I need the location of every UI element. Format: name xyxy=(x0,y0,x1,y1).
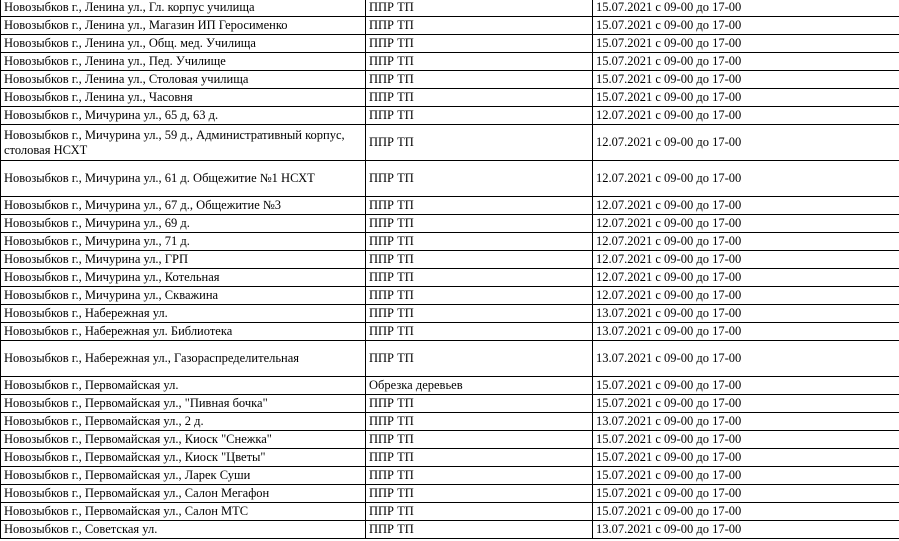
address-cell: Новозыбков г., Мичурина ул., 59 д., Административный корпус, столовая НСХТ xyxy=(1,125,366,161)
work-type-cell: ППР ТП xyxy=(366,287,593,305)
address-cell: Новозыбков г., Набережная ул. xyxy=(1,305,366,323)
table-row xyxy=(1,485,899,503)
work-type-cell: ППР ТП xyxy=(366,503,593,521)
table-row xyxy=(1,269,899,287)
table-row xyxy=(1,125,899,161)
address-cell: Новозыбков г., Ленина ул., Гл. корпус училища xyxy=(1,0,366,17)
date-cell: 12.07.2021 с 09-00 до 17-00 xyxy=(593,287,899,305)
date-cell: 13.07.2021 с 09-00 до 17-00 xyxy=(593,413,899,431)
address-cell: Новозыбков г., Мичурина ул., 65 д, 63 д. xyxy=(1,107,366,125)
work-type-cell: ППР ТП xyxy=(366,89,593,107)
work-type-cell: ППР ТП xyxy=(366,251,593,269)
work-type-cell: ППР ТП xyxy=(366,107,593,125)
work-type-cell: ППР ТП xyxy=(366,395,593,413)
address-cell: Новозыбков г., Мичурина ул., Котельная xyxy=(1,269,366,287)
table-row xyxy=(1,233,899,251)
date-cell: 12.07.2021 с 09-00 до 17-00 xyxy=(593,125,899,161)
date-cell: 12.07.2021 с 09-00 до 17-00 xyxy=(593,269,899,287)
address-cell: Новозыбков г., Мичурина ул., ГРП xyxy=(1,251,366,269)
table-row xyxy=(1,17,899,35)
date-cell: 12.07.2021 с 09-00 до 17-00 xyxy=(593,215,899,233)
table-row xyxy=(1,287,899,305)
table-row xyxy=(1,413,899,431)
date-cell: 12.07.2021 с 09-00 до 17-00 xyxy=(593,107,899,125)
work-type-cell: ППР ТП xyxy=(366,269,593,287)
date-cell: 12.07.2021 с 09-00 до 17-00 xyxy=(593,197,899,215)
work-type-cell: ППР ТП xyxy=(366,215,593,233)
date-cell: 13.07.2021 с 09-00 до 17-00 xyxy=(593,323,899,341)
date-cell: 15.07.2021 с 09-00 до 17-00 xyxy=(593,449,899,467)
work-type-cell: ППР ТП xyxy=(366,233,593,251)
address-cell: Новозыбков г., Мичурина ул., 71 д. xyxy=(1,233,366,251)
work-type-cell: ППР ТП xyxy=(366,341,593,377)
address-cell: Новозыбков г., Первомайская ул., Ларек Суши xyxy=(1,467,366,485)
work-type-cell: ППР ТП xyxy=(366,305,593,323)
address-cell: Новозыбков г., Первомайская ул., Салон Мегафон xyxy=(1,485,366,503)
address-cell: Новозыбков г., Советская ул. xyxy=(1,521,366,539)
table-row xyxy=(1,395,899,413)
address-cell: Новозыбков г., Мичурина ул., 61 д. Общежитие №1 НСХТ xyxy=(1,161,366,197)
address-cell: Новозыбков г., Первомайская ул., 2 д. xyxy=(1,413,366,431)
outage-table-body xyxy=(1,0,899,539)
work-type-cell: ППР ТП xyxy=(366,0,593,17)
table-row xyxy=(1,107,899,125)
work-type-cell: ППР ТП xyxy=(366,449,593,467)
work-type-cell: ППР ТП xyxy=(366,125,593,161)
address-cell: Новозыбков г., Набережная ул. Библиотека xyxy=(1,323,366,341)
table-row xyxy=(1,215,899,233)
table-row xyxy=(1,305,899,323)
address-cell: Новозыбков г., Мичурина ул., 67 д., Общежитие №3 xyxy=(1,197,366,215)
date-cell: 13.07.2021 с 09-00 до 17-00 xyxy=(593,521,899,539)
table-row xyxy=(1,323,899,341)
date-cell: 15.07.2021 с 09-00 до 17-00 xyxy=(593,431,899,449)
address-cell: Новозыбков г., Ленина ул., Часовня xyxy=(1,89,366,107)
table-row xyxy=(1,71,899,89)
work-type-cell: ППР ТП xyxy=(366,71,593,89)
address-cell: Новозыбков г., Набережная ул., Газораспределительная xyxy=(1,341,366,377)
date-cell: 12.07.2021 с 09-00 до 17-00 xyxy=(593,233,899,251)
date-cell: 15.07.2021 с 09-00 до 17-00 xyxy=(593,17,899,35)
work-type-cell: ППР ТП xyxy=(366,197,593,215)
work-type-cell: ППР ТП xyxy=(366,323,593,341)
date-cell: 15.07.2021 с 09-00 до 17-00 xyxy=(593,71,899,89)
date-cell: 12.07.2021 с 09-00 до 17-00 xyxy=(593,251,899,269)
work-type-cell: ППР ТП xyxy=(366,53,593,71)
table-row xyxy=(1,467,899,485)
date-cell: 12.07.2021 с 09-00 до 17-00 xyxy=(593,161,899,197)
table-row xyxy=(1,35,899,53)
date-cell: 15.07.2021 с 09-00 до 17-00 xyxy=(593,377,899,395)
date-cell: 15.07.2021 с 09-00 до 17-00 xyxy=(593,467,899,485)
work-type-cell: ППР ТП xyxy=(366,431,593,449)
address-cell: Новозыбков г., Ленина ул., Магазин ИП Геросименко xyxy=(1,17,366,35)
table-row xyxy=(1,53,899,71)
table-row xyxy=(1,377,899,395)
date-cell: 15.07.2021 с 09-00 до 17-00 xyxy=(593,53,899,71)
table-row xyxy=(1,251,899,269)
date-cell: 15.07.2021 с 09-00 до 17-00 xyxy=(593,395,899,413)
work-type-cell: ППР ТП xyxy=(366,521,593,539)
table-row xyxy=(1,449,899,467)
address-cell: Новозыбков г., Первомайская ул., Киоск "Цветы" xyxy=(1,449,366,467)
table-row xyxy=(1,431,899,449)
table-row xyxy=(1,161,899,197)
address-cell: Новозыбков г., Первомайская ул., Салон МТС xyxy=(1,503,366,521)
date-cell: 15.07.2021 с 09-00 до 17-00 xyxy=(593,503,899,521)
date-cell: 15.07.2021 с 09-00 до 17-00 xyxy=(593,35,899,53)
address-cell: Новозыбков г., Первомайская ул. xyxy=(1,377,366,395)
date-cell: 15.07.2021 с 09-00 до 17-00 xyxy=(593,0,899,17)
date-cell: 15.07.2021 с 09-00 до 17-00 xyxy=(593,485,899,503)
table-row xyxy=(1,341,899,377)
work-type-cell: ППР ТП xyxy=(366,17,593,35)
address-cell: Новозыбков г., Мичурина ул., Скважина xyxy=(1,287,366,305)
work-type-cell: ППР ТП xyxy=(366,485,593,503)
address-cell: Новозыбков г., Первомайская ул., Киоск "Снежка" xyxy=(1,431,366,449)
address-cell: Новозыбков г., Ленина ул., Общ. мед. Училища xyxy=(1,35,366,53)
table-row xyxy=(1,521,899,539)
work-type-cell: Обрезка деревьев xyxy=(366,377,593,395)
date-cell: 13.07.2021 с 09-00 до 17-00 xyxy=(593,305,899,323)
table-row xyxy=(1,197,899,215)
work-type-cell: ППР ТП xyxy=(366,413,593,431)
work-type-cell: ППР ТП xyxy=(366,35,593,53)
address-cell: Новозыбков г., Ленина ул., Столовая училища xyxy=(1,71,366,89)
address-cell: Новозыбков г., Первомайская ул., "Пивная бочка" xyxy=(1,395,366,413)
date-cell: 15.07.2021 с 09-00 до 17-00 xyxy=(593,89,899,107)
table-row xyxy=(1,0,899,17)
work-type-cell: ППР ТП xyxy=(366,161,593,197)
date-cell: 13.07.2021 с 09-00 до 17-00 xyxy=(593,341,899,377)
address-cell: Новозыбков г., Мичурина ул., 69 д. xyxy=(1,215,366,233)
table-row xyxy=(1,89,899,107)
work-type-cell: ППР ТП xyxy=(366,467,593,485)
address-cell: Новозыбков г., Ленина ул., Пед. Училище xyxy=(1,53,366,71)
table-row xyxy=(1,503,899,521)
